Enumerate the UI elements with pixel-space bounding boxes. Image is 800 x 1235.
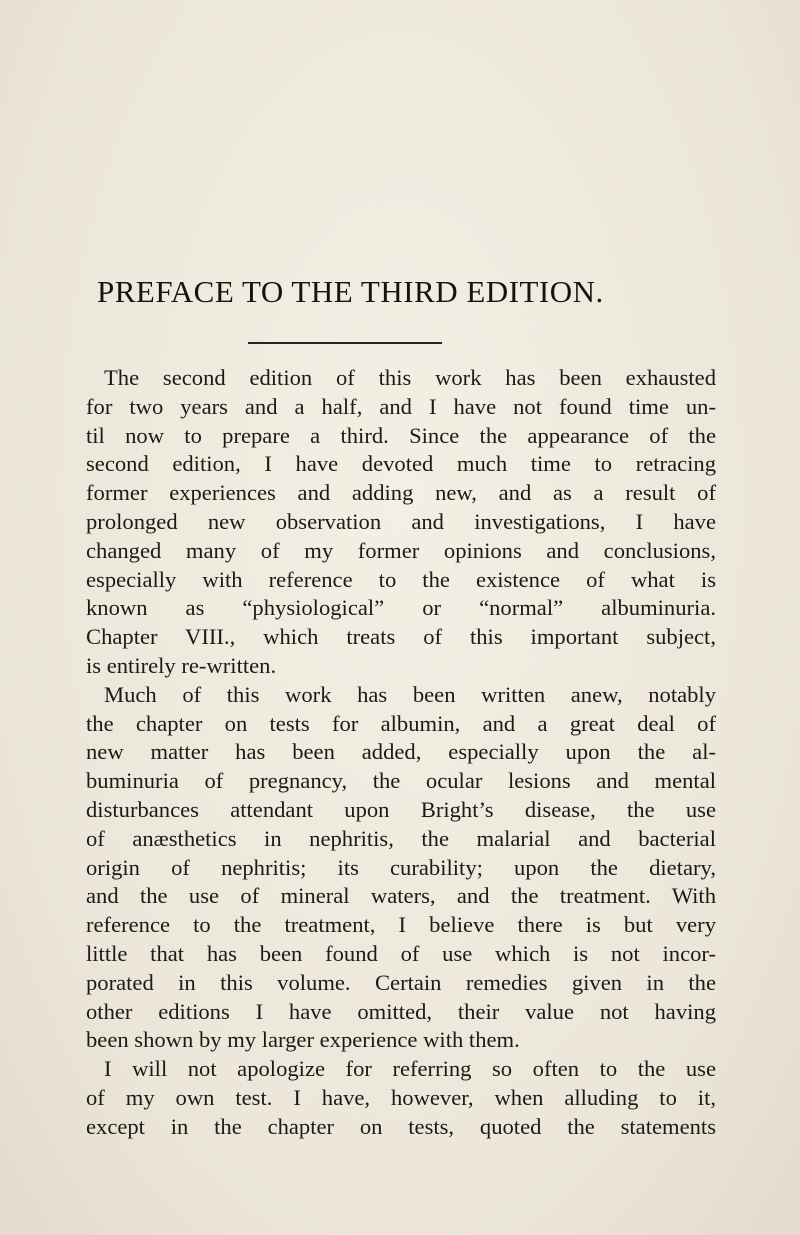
text-line: porated in this volume. Certain remedies given in the xyxy=(86,969,716,995)
text-line: The second edition of this work has been exhausted xyxy=(104,365,716,390)
text-line: is entirely re-written. xyxy=(86,652,277,678)
text-line: except in the chapter on tests, quoted the statements xyxy=(86,1113,716,1139)
text-line: of my own test. I have, however, when alluding to it, xyxy=(86,1084,716,1110)
title-rule-divider xyxy=(248,342,442,344)
text-line: I will not apologize for referring so often to the use xyxy=(104,1056,716,1082)
text-line: Much of this work has been written anew, notably xyxy=(104,681,716,707)
text-line: changed many of my former opinions and conclusions, xyxy=(86,537,716,563)
text-line: little that has been found of use which is not incor- xyxy=(86,940,716,966)
text-line: second edition, I have devoted much time to retracing xyxy=(86,451,716,477)
page-title: PREFACE TO THE THIRD EDITION. xyxy=(97,274,604,309)
text-line: for two years and a half, and I have not found time un- xyxy=(86,393,716,419)
text-line: of anæsthetics in nephritis, the malarial and bacterial xyxy=(86,825,716,851)
text-line: Chapter VIII., which treats of this important subject, xyxy=(86,624,716,650)
text-line: the chapter on tests for albumin, and a great deal of xyxy=(86,710,716,736)
text-line: origin of nephritis; its curability; upon the dietary, xyxy=(86,854,716,880)
text-line: new matter has been added, especially upon the al- xyxy=(86,739,716,765)
text-line: other editions I have omitted, their value not having xyxy=(86,998,716,1024)
text-line: and the use of mineral waters, and the treatment. With xyxy=(86,883,716,909)
text-line: buminuria of pregnancy, the ocular lesions and mental xyxy=(86,768,716,794)
text-line: former experiences and adding new, and as a result of xyxy=(86,480,716,506)
text-line: known as “physiological” or “normal” albuminuria. xyxy=(86,595,716,621)
text-line: disturbances attendant upon Bright’s disease, the use xyxy=(86,796,716,822)
text-line: prolonged new observation and investigations, I have xyxy=(86,508,716,534)
text-line: reference to the treatment, I believe there is but very xyxy=(86,912,716,938)
text-line: til now to prepare a third. Since the appearance of the xyxy=(86,422,716,448)
preface-body xyxy=(86,364,716,1142)
text-line: especially with reference to the existence of what is xyxy=(86,566,716,592)
text-line: been shown by my larger experience with them. xyxy=(86,1027,520,1053)
